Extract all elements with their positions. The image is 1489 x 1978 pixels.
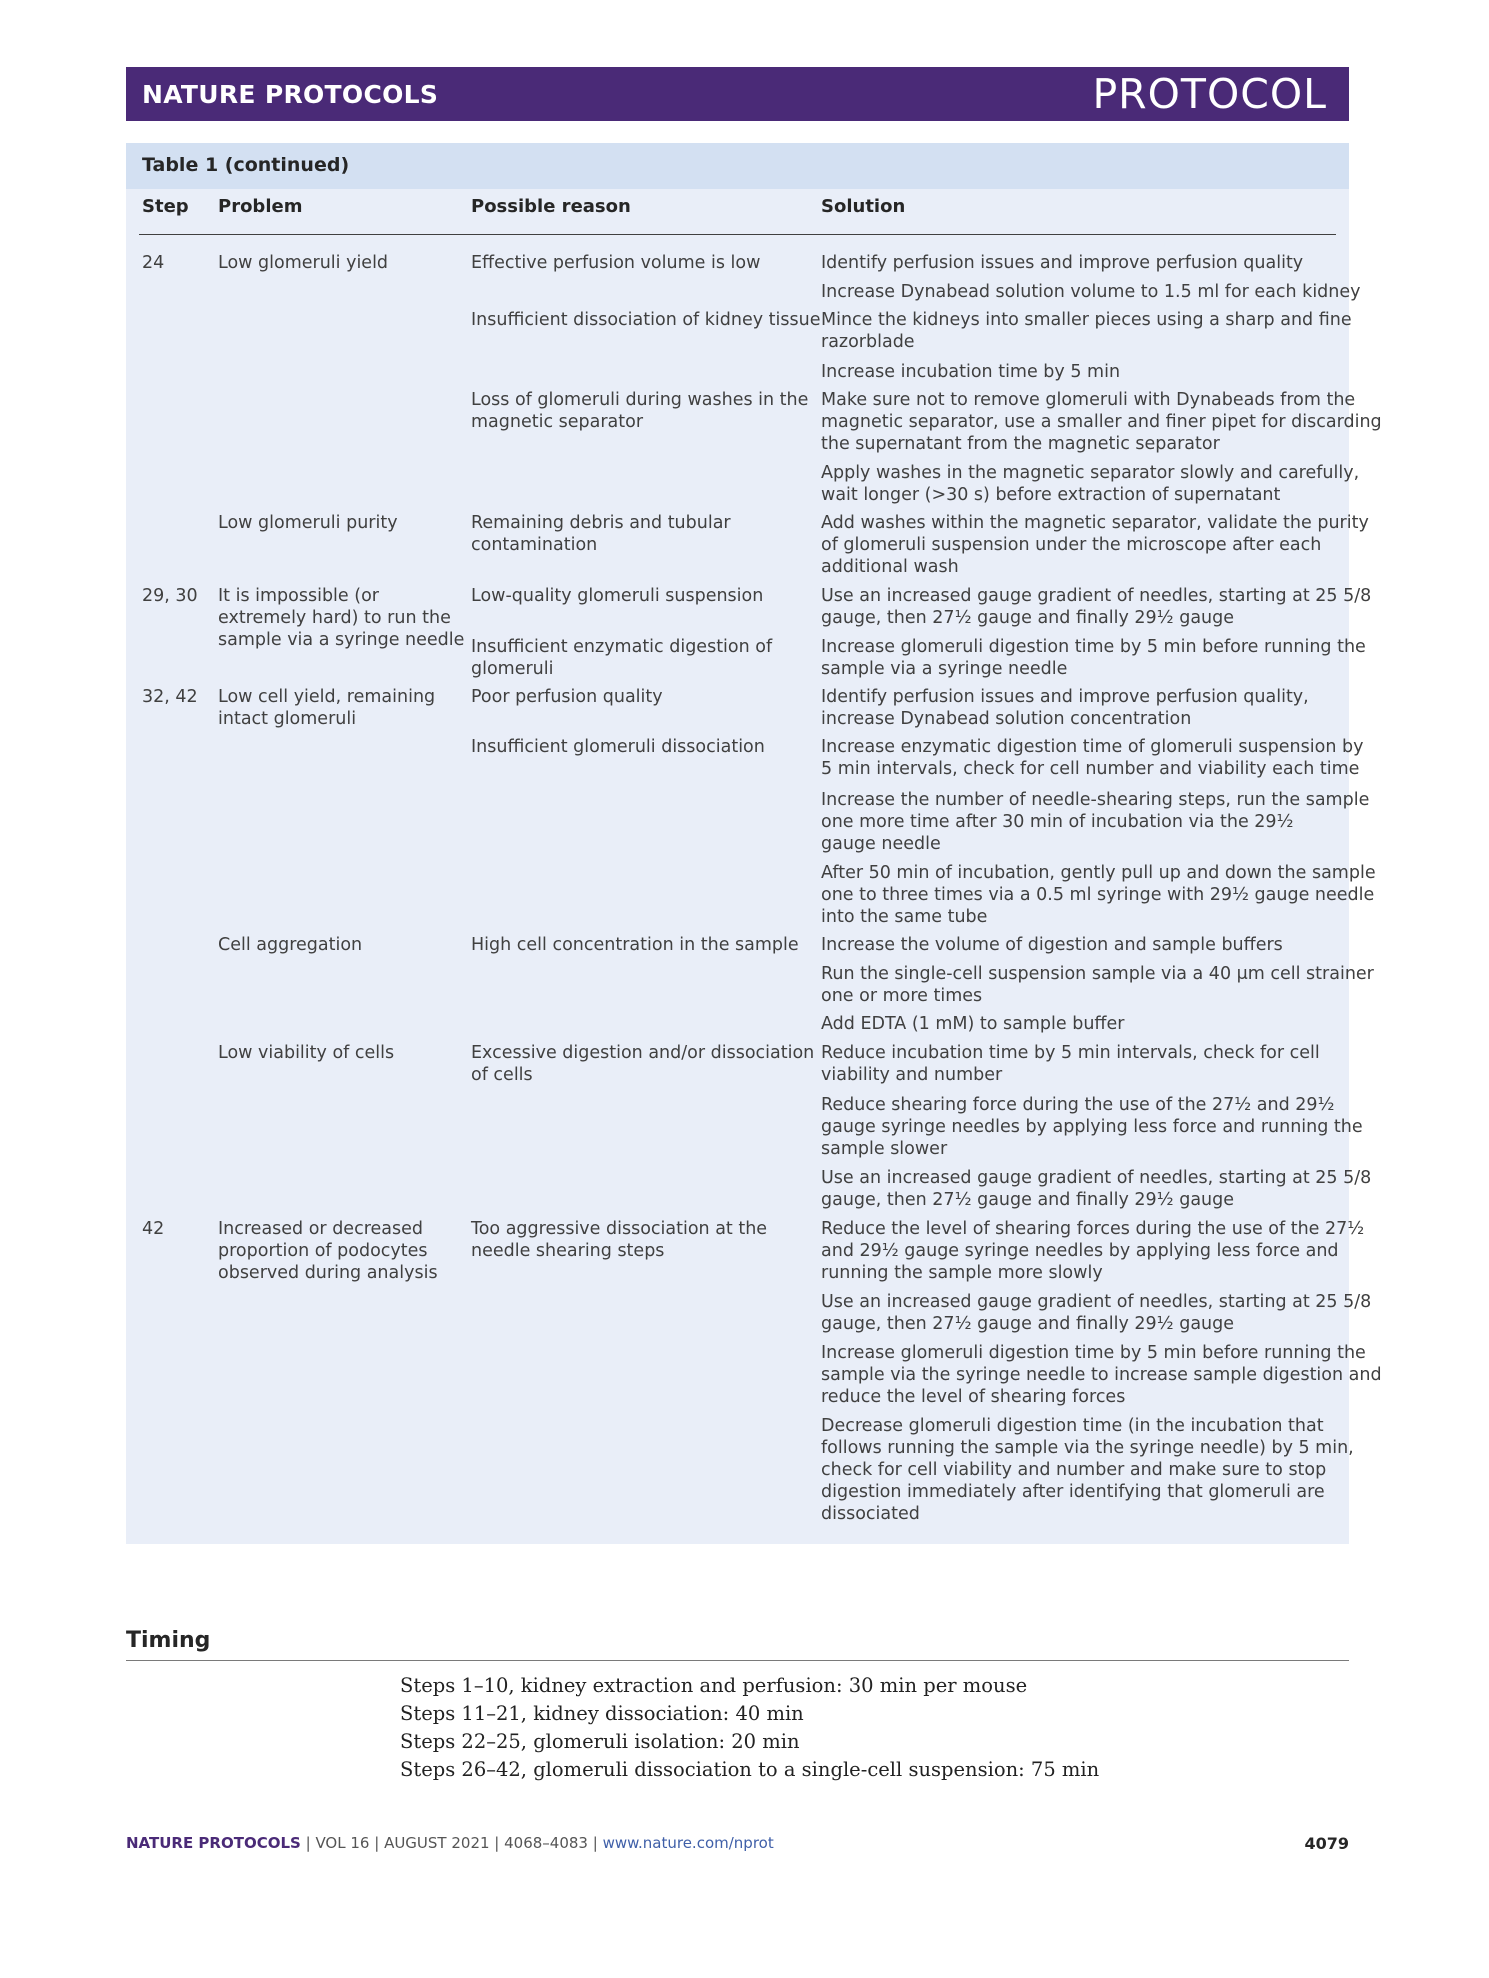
problem-cell-line: Low viability of cells — [218, 1043, 395, 1063]
reason-cell — [471, 1042, 814, 1086]
solution-cell — [821, 736, 1363, 780]
solution-cell-line: Use an increased gauge gradient of needles, starting at 25 5/8 — [821, 1292, 1372, 1312]
table-caption-text: Table 1 (continued) — [142, 154, 350, 176]
solution-cell — [821, 1218, 1364, 1284]
step-cell — [142, 585, 198, 607]
solution-cell-line: Mince the kidneys into smaller pieces using a sharp and fine — [821, 310, 1352, 330]
article-type: PROTOCOL — [1092, 70, 1327, 118]
solution-cell — [821, 361, 1120, 383]
solution-cell-line: check for cell viability and number and make sure to stop — [821, 1460, 1327, 1480]
step-cell-line: 24 — [142, 253, 165, 273]
timing-line: Steps 11–21, kidney dissociation: 40 min — [400, 1702, 804, 1725]
timing-heading: Timing — [126, 1628, 211, 1653]
solution-cell-line: Use an increased gauge gradient of needles, starting at 25 5/8 — [821, 586, 1372, 606]
step-cell — [142, 686, 198, 708]
troubleshooting-table — [126, 143, 1382, 1544]
footer-url[interactable]: www.nature.com/nprot — [602, 1834, 774, 1852]
problem-cell — [218, 512, 398, 534]
solution-cell-line: Reduce the level of shearing forces during the use of the 27½ — [821, 1219, 1365, 1239]
step-cell-line: 29, 30 — [142, 586, 198, 606]
column-header-problem: Problem — [218, 196, 303, 217]
reason-cell-line: Too aggressive dissociation at the — [471, 1219, 768, 1239]
solution-cell-line: follows running the sample via the syringe needle) by 5 min, — [821, 1438, 1354, 1458]
solution-cell-line: viability and number — [821, 1065, 1003, 1085]
footer-pages: 4068–4083 — [504, 1834, 588, 1852]
step-cell — [142, 1218, 164, 1240]
reason-cell — [471, 585, 763, 607]
solution-cell — [821, 1291, 1371, 1335]
solution-cell-line: Identify perfusion issues and improve perfusion quality, — [821, 687, 1309, 707]
problem-cell — [218, 252, 388, 274]
reason-cell — [471, 309, 820, 331]
reason-cell — [471, 736, 765, 758]
solution-cell-line: magnetic separator, use a smaller and finer pipet for discarding — [821, 412, 1382, 432]
solution-cell-line: one more time after 30 min of incubation via the 29½ — [821, 812, 1294, 832]
reason-cell — [471, 686, 663, 708]
solution-cell-line: one to three times via a 0.5 ml syringe with 29½ gauge needle — [821, 885, 1375, 905]
column-header-solution: Solution — [821, 196, 906, 217]
step-cell — [142, 252, 164, 274]
solution-cell-line: additional wash — [821, 557, 959, 577]
journal-name: NATURE PROTOCOLS — [142, 80, 439, 109]
table-caption — [126, 143, 1349, 189]
reason-cell-line: Excessive digestion and/or dissociation — [471, 1043, 815, 1063]
reason-cell — [471, 389, 808, 433]
problem-cell — [218, 585, 464, 651]
problem-cell-line: Low glomeruli yield — [218, 253, 389, 273]
step-cell-line: 32, 42 — [142, 687, 198, 707]
solution-cell-line: After 50 min of incubation, gently pull up and down the sample — [821, 863, 1376, 883]
solution-cell-line: gauge needle — [821, 834, 941, 854]
solution-cell-line: the supernatant from the magnetic separator — [821, 434, 1220, 454]
solution-cell-line: gauge, then 27½ gauge and finally 29½ gauge — [821, 608, 1235, 628]
reason-cell-line: Loss of glomeruli during washes in the — [471, 390, 809, 410]
solution-cell — [821, 686, 1309, 730]
solution-cell-line: gauge, then 27½ gauge and finally 29½ gauge — [821, 1314, 1235, 1334]
reason-cell-line: Low-quality glomeruli suspension — [471, 586, 764, 606]
solution-cell — [821, 252, 1303, 274]
problem-cell — [218, 1042, 394, 1064]
solution-cell-line: increase Dynabead solution concentration — [821, 709, 1192, 729]
timing-line: Steps 1–10, kidney extraction and perfusion: 30 min per mouse — [400, 1674, 1028, 1697]
problem-cell-line: intact glomeruli — [218, 709, 357, 729]
solution-cell-line: Reduce incubation time by 5 min intervals, check for cell — [821, 1043, 1320, 1063]
problem-cell-line: It is impossible (or — [218, 586, 379, 606]
solution-cell-line: Run the single-cell suspension sample via a 40 μm cell strainer — [821, 964, 1374, 984]
column-header-step: Step — [142, 196, 189, 217]
solution-cell-line: Add EDTA (1 mM) to sample buffer — [821, 1014, 1125, 1034]
solution-cell-line: Decrease glomeruli digestion time (in the incubation that — [821, 1416, 1324, 1436]
problem-cell — [218, 686, 435, 730]
solution-cell-line: Reduce shearing force during the use of the 27½ and 29½ — [821, 1095, 1335, 1115]
problem-cell-line: observed during analysis — [218, 1263, 438, 1283]
solution-cell — [821, 389, 1382, 455]
page-number: 4079 — [1304, 1834, 1349, 1853]
problem-cell-line: Low glomeruli purity — [218, 513, 398, 533]
solution-cell-line: Use an increased gauge gradient of needles, starting at 25 5/8 — [821, 1168, 1372, 1188]
step-cell-line: 42 — [142, 1219, 165, 1239]
reason-cell-line: glomeruli — [471, 659, 554, 679]
reason-cell — [471, 934, 799, 956]
solution-cell — [821, 309, 1352, 353]
reason-cell-line: High cell concentration in the sample — [471, 935, 799, 955]
solution-cell — [821, 281, 1361, 303]
problem-cell-line: proportion of podocytes — [218, 1241, 428, 1261]
reason-cell-line: Remaining debris and tubular — [471, 513, 731, 533]
reason-cell-line: of cells — [471, 1065, 533, 1085]
reason-cell — [471, 512, 731, 556]
footer-date: AUGUST 2021 — [384, 1834, 490, 1852]
solution-cell-line: Increase incubation time by 5 min — [821, 362, 1121, 382]
reason-cell-line: Insufficient glomeruli dissociation — [471, 737, 765, 757]
solution-cell-line: wait longer (>30 s) before extraction of supernatant — [821, 485, 1281, 505]
solution-cell-line: Increase glomeruli digestion time by 5 min before running the — [821, 637, 1366, 657]
reason-cell-line: Effective perfusion volume is low — [471, 253, 761, 273]
problem-cell-line: sample via a syringe needle — [218, 630, 465, 650]
solution-cell-line: digestion immediately after identifying that glomeruli are — [821, 1482, 1325, 1502]
solution-cell — [821, 1415, 1354, 1525]
solution-cell — [821, 1042, 1320, 1086]
solution-cell — [821, 585, 1371, 629]
solution-cell-line: Apply washes in the magnetic separator slowly and carefully, — [821, 463, 1360, 483]
solution-cell — [821, 789, 1369, 855]
problem-cell-line: extremely hard) to run the — [218, 608, 451, 628]
solution-cell-line: into the same tube — [821, 907, 988, 927]
journal-banner — [126, 67, 1349, 121]
reason-cell-line: contamination — [471, 535, 598, 555]
header-rule — [139, 234, 1336, 235]
solution-cell-line: Increase the number of needle-shearing steps, run the sample — [821, 790, 1370, 810]
solution-cell-line: sample slower — [821, 1139, 948, 1159]
timing-line: Steps 22–25, glomeruli isolation: 20 min — [400, 1730, 800, 1753]
reason-cell-line: needle shearing steps — [471, 1241, 665, 1261]
reason-cell — [471, 636, 772, 680]
problem-cell-line: Low cell yield, remaining — [218, 687, 436, 707]
solution-cell-line: sample via the syringe needle to increase sample digestion and — [821, 1365, 1382, 1385]
reason-cell-line: Insufficient dissociation of kidney tissue — [471, 310, 821, 330]
solution-cell-line: dissociated — [821, 1504, 920, 1524]
solution-cell-line: 5 min intervals, check for cell number and viability each time — [821, 759, 1360, 779]
problem-cell — [218, 934, 362, 956]
solution-cell-line: and 29½ gauge syringe needles by applying less force and — [821, 1241, 1339, 1261]
reason-cell-line: Poor perfusion quality — [471, 687, 663, 707]
solution-cell — [821, 1167, 1371, 1211]
reason-cell-line: magnetic separator — [471, 412, 644, 432]
solution-cell-line: reduce the level of shearing forces — [821, 1387, 1126, 1407]
solution-cell-line: Increase enzymatic digestion time of glomeruli suspension by — [821, 737, 1364, 757]
solution-cell-line: gauge, then 27½ gauge and finally 29½ gauge — [821, 1190, 1235, 1210]
reason-cell — [471, 1218, 767, 1262]
solution-cell — [821, 636, 1366, 680]
solution-cell-line: running the sample more slowly — [821, 1263, 1103, 1283]
solution-cell-line: Add washes within the magnetic separator, validate the purity — [821, 513, 1369, 533]
solution-cell — [821, 862, 1376, 928]
footer-volume: VOL 16 — [315, 1834, 370, 1852]
solution-cell — [821, 462, 1359, 506]
footer-citation: NATURE PROTOCOLS | VOL 16 | AUGUST 2021 | 4068–4083 | www.nature.com/nprot — [126, 1834, 774, 1852]
solution-cell-line: Increase the volume of digestion and sample buffers — [821, 935, 1283, 955]
solution-cell-line: of glomeruli suspension under the microscope after each — [821, 535, 1322, 555]
solution-cell — [821, 1342, 1382, 1408]
solution-cell-line: Make sure not to remove glomeruli with Dynabeads from the — [821, 390, 1356, 410]
solution-cell-line: razorblade — [821, 332, 915, 352]
solution-cell — [821, 1094, 1363, 1160]
timing-rule — [126, 1660, 1349, 1661]
solution-cell-line: Identify perfusion issues and improve perfusion quality — [821, 253, 1304, 273]
solution-cell — [821, 934, 1283, 956]
solution-cell-line: Increase glomeruli digestion time by 5 min before running the — [821, 1343, 1366, 1363]
reason-cell-line: Insufficient enzymatic digestion of — [471, 637, 773, 657]
solution-cell — [821, 512, 1369, 578]
solution-cell-line: gauge syringe needles by applying less force and running the — [821, 1117, 1363, 1137]
problem-cell-line: Cell aggregation — [218, 935, 363, 955]
reason-cell — [471, 252, 760, 274]
solution-cell-line: Increase Dynabead solution volume to 1.5 ml for each kidney — [821, 282, 1361, 302]
column-header-reason: Possible reason — [471, 196, 631, 217]
solution-cell — [821, 963, 1374, 1007]
solution-cell-line: one or more times — [821, 986, 983, 1006]
timing-line: Steps 26–42, glomeruli dissociation to a single-cell suspension: 75 min — [400, 1758, 1100, 1781]
solution-cell — [821, 1013, 1124, 1035]
solution-cell-line: sample via a syringe needle — [821, 659, 1068, 679]
problem-cell — [218, 1218, 438, 1284]
footer-journal: NATURE PROTOCOLS — [126, 1834, 301, 1852]
problem-cell-line: Increased or decreased — [218, 1219, 423, 1239]
